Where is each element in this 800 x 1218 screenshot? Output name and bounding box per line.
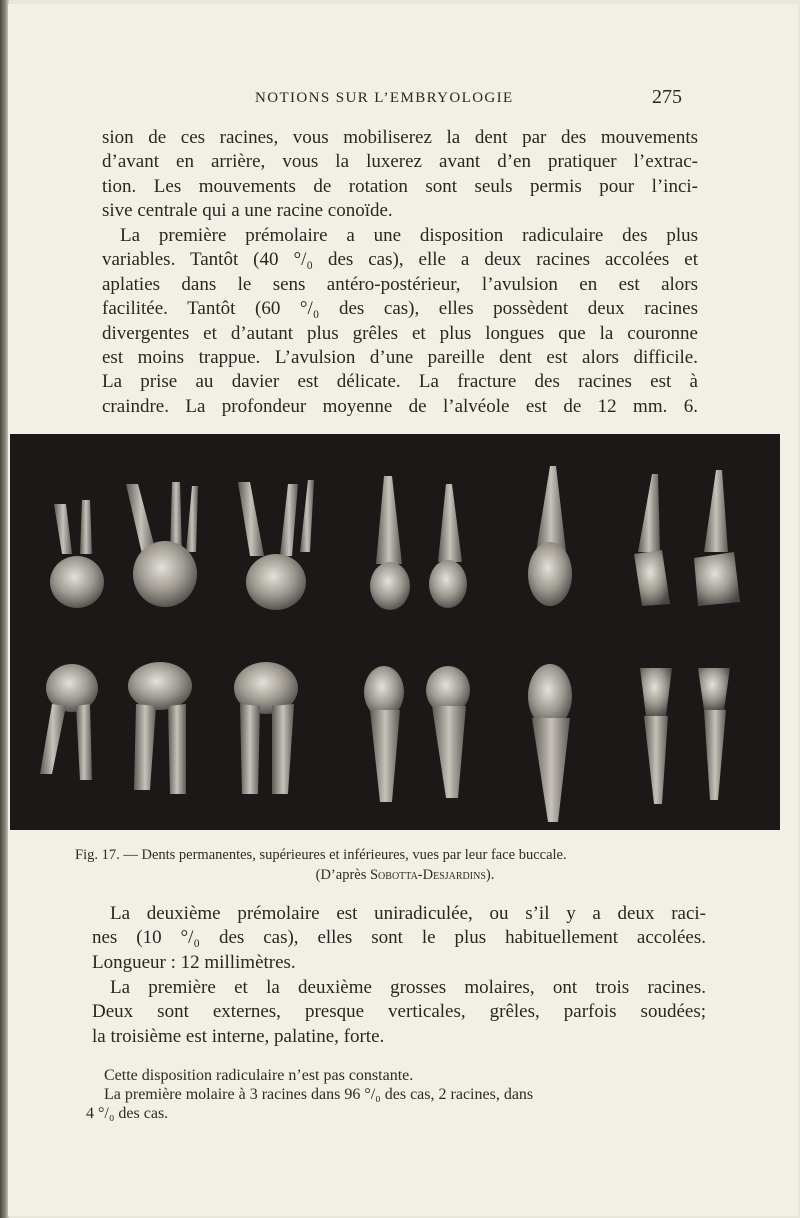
running-head: NOTIONS SUR L’EMBRYOLOGIE — [255, 90, 514, 106]
caption-credit — [75, 866, 715, 885]
figure-caption — [75, 846, 715, 885]
page-number: 275 — [652, 86, 682, 108]
text-line: Longueur : 12 millimètres. — [92, 951, 296, 973]
text-line: La première prémolaire a une disposition radiculaire des plus — [120, 225, 698, 246]
text-line: La première et la deuxième grosses molaires, ont trois racines. — [110, 977, 706, 998]
text-line: facilitée. Tantôt (60 °/₀ des cas), elles possèdent deux racines — [102, 298, 698, 320]
text-line: La deuxième prémolaire est uniradiculée, ou s’il y a deux raci- — [110, 903, 706, 924]
teeth-photograph — [10, 434, 780, 830]
page-header — [0, 86, 800, 110]
caption-line: Fig. 17. — Dents permanentes, supérieures et inférieures, vues par leur face buccale. — [75, 847, 567, 863]
text-line: craindre. La profondeur moyenne de l’alvéole est de 12 mm. 6. — [102, 395, 698, 417]
footnote-line: 4 °/₀ des cas. — [86, 1105, 169, 1122]
footnote-line: La première molaire à 3 racines dans 96 °/₀ des cas, 2 racines, dans — [104, 1086, 534, 1103]
text-line: tion. Les mouvements de rotation sont seuls permis pour l’inci- — [102, 175, 698, 197]
text-line: d’avant en arrière, vous la luxerez avant d’en pratiquer l’extrac- — [102, 151, 698, 173]
text-line: la troisième est interne, palatine, forte. — [92, 1025, 385, 1047]
caption-credit-prefix: (D’après — [315, 867, 370, 883]
text-line: variables. Tantôt (40 °/₀ des cas), elle a deux racines accolées et — [102, 249, 698, 271]
text-line: La prise au davier est délicate. La fracture des racines est à — [102, 371, 698, 393]
text-line: sion de ces racines, vous mobiliserez la dent par des mouvements — [102, 127, 698, 148]
text-line: divergentes et d’autant plus grêles et plus longues que la couronne — [102, 322, 698, 344]
paragraph-molars — [92, 976, 706, 1049]
text-line: Deux sont externes, presque verticales, grêles, parfois soudées; — [92, 1001, 706, 1023]
caption-author: Sobotta-Desjardins — [369, 867, 486, 883]
text-line: nes (10 °/₀ des cas), elles sont le plus habituellement accolées. — [92, 927, 706, 949]
paragraph-second-premolar — [92, 902, 706, 975]
footnotes — [86, 1066, 706, 1123]
text-line: sive centrale qui a une racine conoïde. — [102, 200, 393, 222]
footnote-line: Cette disposition radiculaire n’est pas constante. — [104, 1067, 414, 1084]
text-line: est moins trappue. L’avulsion d’une pareille dent est alors difficile. — [102, 347, 698, 369]
paragraph-first-premolar — [102, 224, 698, 419]
text-line: aplaties dans le sens antéro-postérieur, l’avulsion en est alors — [102, 273, 698, 295]
paragraph-incisor-extraction — [102, 126, 698, 224]
caption-credit-suffix: ). — [485, 867, 495, 883]
